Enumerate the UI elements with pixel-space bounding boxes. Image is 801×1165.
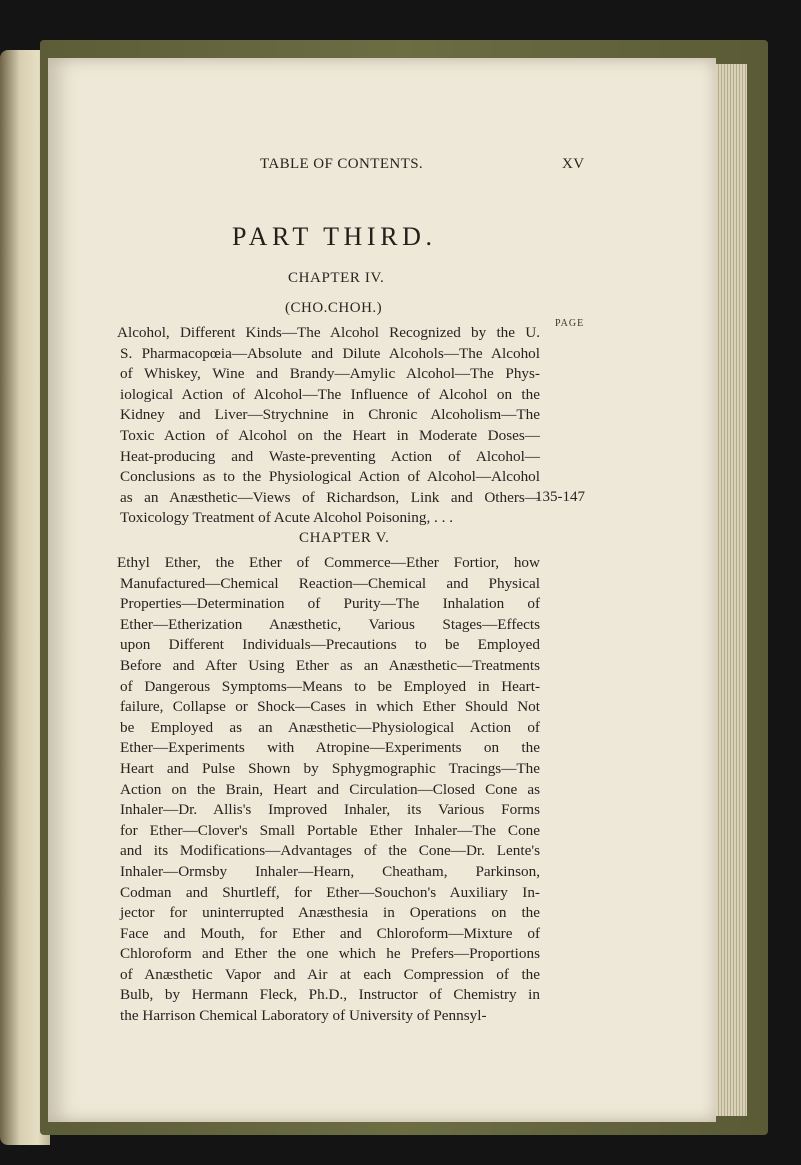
contents-line: upon Different Individuals—Precautions to be Employed xyxy=(120,636,540,654)
part-title: PART THIRD. xyxy=(232,222,437,251)
contents-line: Heat-producing and Waste-preventing Action of Alcohol— xyxy=(120,447,540,465)
contents-line: Face and Mouth, for Ether and Chloroform—Mixture of xyxy=(120,924,540,942)
contents-line: failure, Collapse or Shock—Cases in which Ether Should Not xyxy=(120,698,540,716)
contents-line: Alcohol, Different Kinds—The Alcohol Recognized by the U. xyxy=(117,324,540,341)
chapter-iv-page-range: 135-147 xyxy=(535,489,585,505)
contents-line: iological Action of Alcohol—The Influence of Alcohol on the xyxy=(120,385,540,403)
contents-line: and its Modifications—Advantages of the Cone—Dr. Lente's xyxy=(120,842,540,860)
chapter-iv-heading: CHAPTER IV. xyxy=(288,270,385,286)
chapter-v-heading: CHAPTER V. xyxy=(299,530,390,546)
contents-line: Before and After Using Ether as an Anæsthetic—Treatments xyxy=(120,656,540,674)
contents-line: of Anæsthetic Vapor and Air at each Compression of the xyxy=(120,965,540,983)
contents-line: the Harrison Chemical Laboratory of University of Pennsyl- xyxy=(120,1007,487,1025)
contents-line: Chloroform and Ether the one which he Prefers—Proportions xyxy=(120,945,540,963)
contents-line: of Whiskey, Wine and Brandy—Amylic Alcohol—The Phys- xyxy=(120,365,540,383)
contents-line: Manufactured—Chemical Reaction—Chemical and Physical xyxy=(120,574,540,592)
running-header xyxy=(48,154,716,176)
contents-line: Ether—Experiments with Atropine—Experiments on the xyxy=(120,739,540,757)
page-number: XV xyxy=(562,156,585,172)
chapter-iv-contents xyxy=(117,323,540,529)
running-title: TABLE OF CONTENTS. xyxy=(260,156,424,172)
contents-line: Toxicology Treatment of Acute Alcohol Poisoning, . . . xyxy=(120,509,454,527)
contents-line: jector for uninterrupted Anæsthesia in Operations on the xyxy=(120,904,540,922)
contents-line: S. Pharmacopœia—Absolute and Dilute Alcohols—The Alcohol xyxy=(120,344,540,362)
contents-line: Codman and Shurtleff, for Ether—Souchon's Auxiliary In- xyxy=(120,883,540,901)
contents-line: as an Anæsthetic—Views of Richardson, Link and Others— xyxy=(120,488,540,506)
chapter-iv-formula: (CHO.CHOH.) xyxy=(285,300,383,316)
contents-line: Ether—Etherization Anæsthetic, Various Stages—Effects xyxy=(120,615,540,633)
contents-line: Action on the Brain, Heart and Circulation—Closed Cone as xyxy=(120,780,540,798)
contents-line: be Employed as an Anæsthetic—Physiological Action of xyxy=(120,718,540,736)
contents-line: of Dangerous Symptoms—Means to be Employed in Heart- xyxy=(120,677,540,695)
contents-line: Bulb, by Hermann Fleck, Ph.D., Instructor of Chemistry in xyxy=(120,986,540,1004)
contents-line: Properties—Determination of Purity—The Inhalation of xyxy=(120,595,540,613)
contents-line: Inhaler—Ormsby Inhaler—Hearn, Cheatham, Parkinson, xyxy=(120,862,540,880)
page-column-label: PAGE xyxy=(555,318,585,329)
contents-line: Conclusions as to the Physiological Action of Alcohol—Alcohol xyxy=(120,468,540,486)
contents-line: Toxic Action of Alcohol on the Heart in Moderate Doses— xyxy=(120,426,540,444)
contents-line: for Ether—Clover's Small Portable Ether Inhaler—The Cone xyxy=(120,821,540,839)
page-fore-edge xyxy=(712,64,747,1116)
chapter-v-contents xyxy=(117,553,540,1027)
contents-line: Kidney and Liver—Strychnine in Chronic Alcoholism—The xyxy=(120,406,540,424)
contents-line: Inhaler—Dr. Allis's Improved Inhaler, its Various Forms xyxy=(120,801,540,819)
contents-line: Heart and Pulse Shown by Sphygmographic Tracings—The xyxy=(120,759,540,777)
contents-line: Ethyl Ether, the Ether of Commerce—Ether Fortior, how xyxy=(117,554,540,571)
